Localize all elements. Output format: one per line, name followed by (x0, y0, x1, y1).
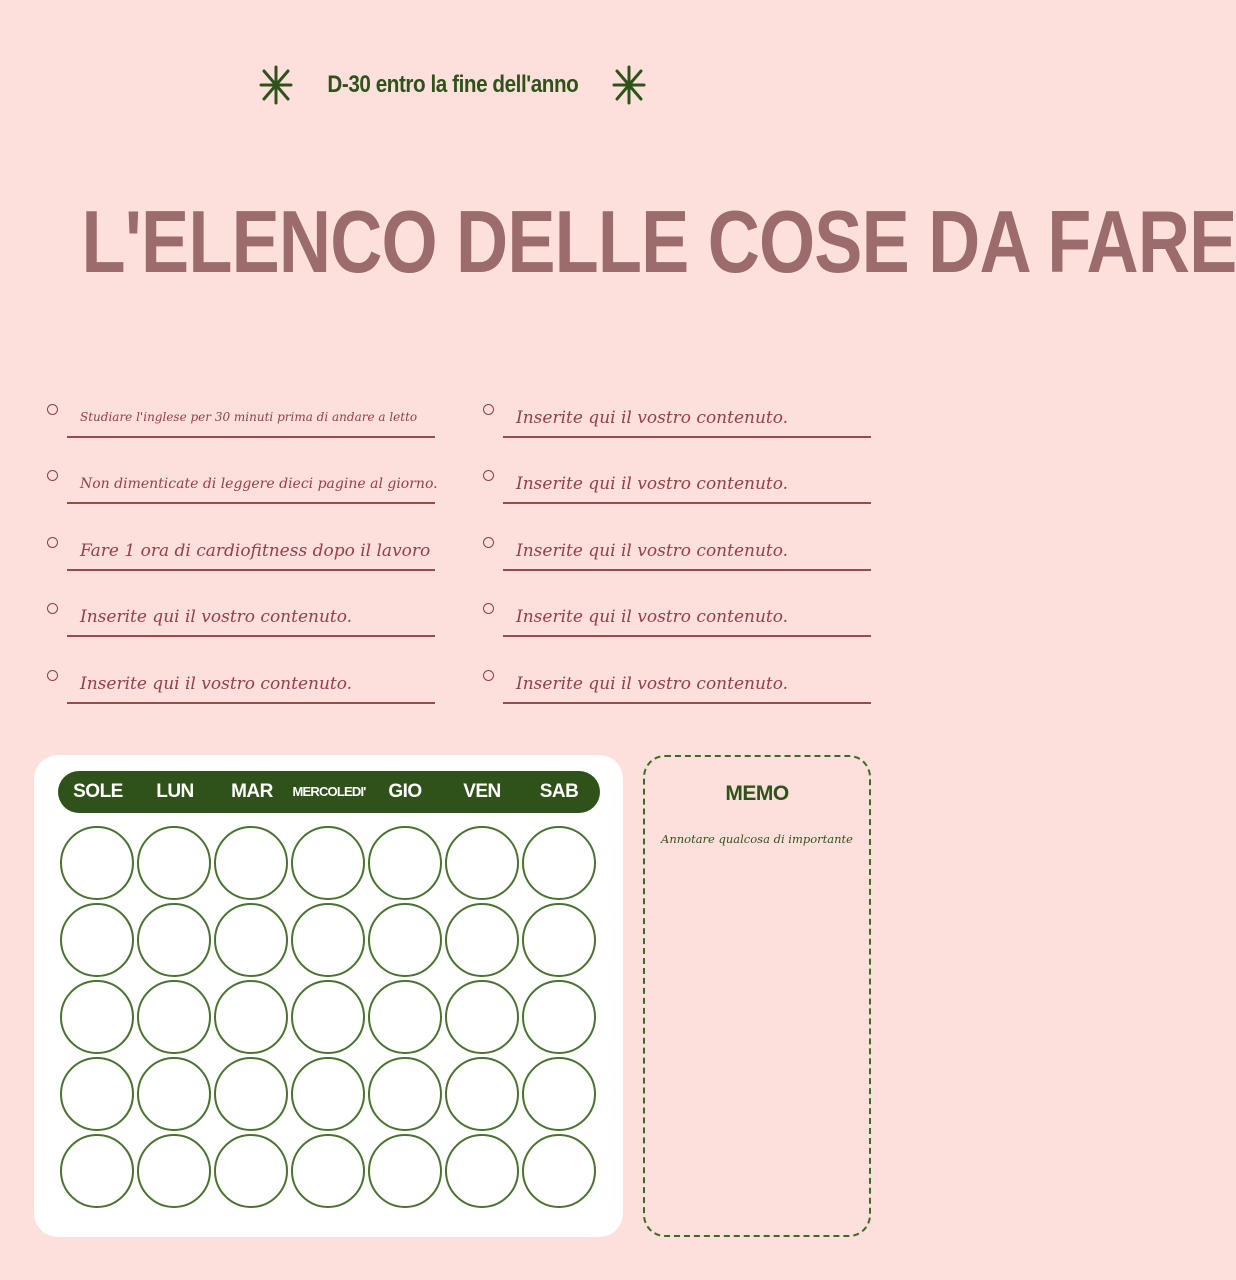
day-circle[interactable] (368, 826, 442, 900)
day-circle[interactable] (368, 980, 442, 1054)
day-circle[interactable] (291, 903, 365, 977)
day-circle[interactable] (522, 903, 596, 977)
todo-text: Inserite qui il vostro contenuto. (516, 474, 789, 494)
todo-item[interactable] (503, 662, 871, 704)
memo-box[interactable] (643, 755, 871, 1237)
day-circle[interactable] (137, 1134, 211, 1208)
day-circle[interactable] (214, 980, 288, 1054)
checkbox-circle[interactable] (483, 537, 494, 548)
memo-note: Annotare qualcosa di importante (661, 832, 853, 846)
weekday-label: SAB (539, 781, 579, 802)
todo-text: Inserite qui il vostro contenuto. (80, 607, 353, 627)
todo-text: Inserite qui il vostro contenuto. (516, 541, 789, 561)
checkbox-circle[interactable] (483, 404, 494, 415)
todo-text: Studiare l'inglese per 30 minuti prima di andare a letto (80, 410, 418, 424)
todo-item[interactable] (503, 396, 871, 438)
checkbox-circle[interactable] (47, 470, 58, 481)
todo-item[interactable] (67, 529, 435, 571)
day-circle[interactable] (522, 1134, 596, 1208)
day-circle[interactable] (445, 903, 519, 977)
weekday-label: MERCOLEDI' (292, 784, 366, 799)
day-circle[interactable] (214, 903, 288, 977)
day-circle[interactable] (445, 1057, 519, 1131)
day-circle[interactable] (291, 826, 365, 900)
day-circle[interactable] (60, 826, 134, 900)
day-circle[interactable] (137, 903, 211, 977)
todo-text: Inserite qui il vostro contenuto. (516, 408, 789, 428)
todo-item[interactable] (67, 662, 435, 704)
day-circle[interactable] (291, 1134, 365, 1208)
checkbox-circle[interactable] (47, 404, 58, 415)
todo-item[interactable] (503, 462, 871, 504)
checkbox-circle[interactable] (47, 537, 58, 548)
day-circle[interactable] (137, 1057, 211, 1131)
day-circle[interactable] (368, 1134, 442, 1208)
day-circle[interactable] (445, 1134, 519, 1208)
day-circle[interactable] (60, 1134, 134, 1208)
habit-calendar (34, 755, 623, 1237)
day-circle[interactable] (214, 1057, 288, 1131)
todo-item[interactable] (67, 595, 435, 637)
sparkle-star-icon (612, 65, 646, 105)
weekday-label: MAR (231, 781, 273, 802)
subtitle-row (0, 62, 905, 108)
weekday-label: SOLE (73, 781, 123, 802)
sparkle-star-icon (259, 65, 293, 105)
day-circle[interactable] (60, 903, 134, 977)
day-circle[interactable] (522, 980, 596, 1054)
todo-item[interactable] (67, 396, 435, 438)
weekday-label: LUN (156, 781, 194, 802)
day-circle[interactable] (522, 1057, 596, 1131)
todo-item[interactable] (67, 462, 438, 504)
day-circle[interactable] (368, 903, 442, 977)
day-circle[interactable] (137, 980, 211, 1054)
memo-title: MEMO (725, 782, 789, 805)
todo-text: Inserite qui il vostro contenuto. (516, 674, 789, 694)
day-circle[interactable] (291, 980, 365, 1054)
weekday-label: VEN (463, 781, 501, 802)
day-circle[interactable] (291, 1057, 365, 1131)
day-circle[interactable] (137, 826, 211, 900)
day-circle[interactable] (522, 826, 596, 900)
page-title: L'ELENCO DELLE COSE DA FARE (81, 192, 1236, 291)
checkbox-circle[interactable] (483, 670, 494, 681)
todo-text: Inserite qui il vostro contenuto. (516, 607, 789, 627)
day-circle[interactable] (445, 980, 519, 1054)
subtitle-text: D-30 entro la fine dell'anno (327, 71, 578, 98)
checkbox-circle[interactable] (47, 670, 58, 681)
todo-text: Fare 1 ora di cardiofitness dopo il lavoro (80, 541, 431, 561)
day-circle[interactable] (214, 826, 288, 900)
todo-item[interactable] (503, 529, 871, 571)
todo-item[interactable] (503, 595, 871, 637)
checkbox-circle[interactable] (47, 603, 58, 614)
todo-text: Non dimenticate di leggere dieci pagine al giorno. (80, 476, 438, 492)
day-circle[interactable] (445, 826, 519, 900)
day-circle[interactable] (214, 1134, 288, 1208)
day-circle[interactable] (60, 1057, 134, 1131)
weekday-label: GIO (388, 781, 422, 802)
todo-text: Inserite qui il vostro contenuto. (80, 674, 353, 694)
day-circle[interactable] (60, 980, 134, 1054)
weekday-header (58, 771, 600, 813)
checkbox-circle[interactable] (483, 603, 494, 614)
checkbox-circle[interactable] (483, 470, 494, 481)
day-circle[interactable] (368, 1057, 442, 1131)
